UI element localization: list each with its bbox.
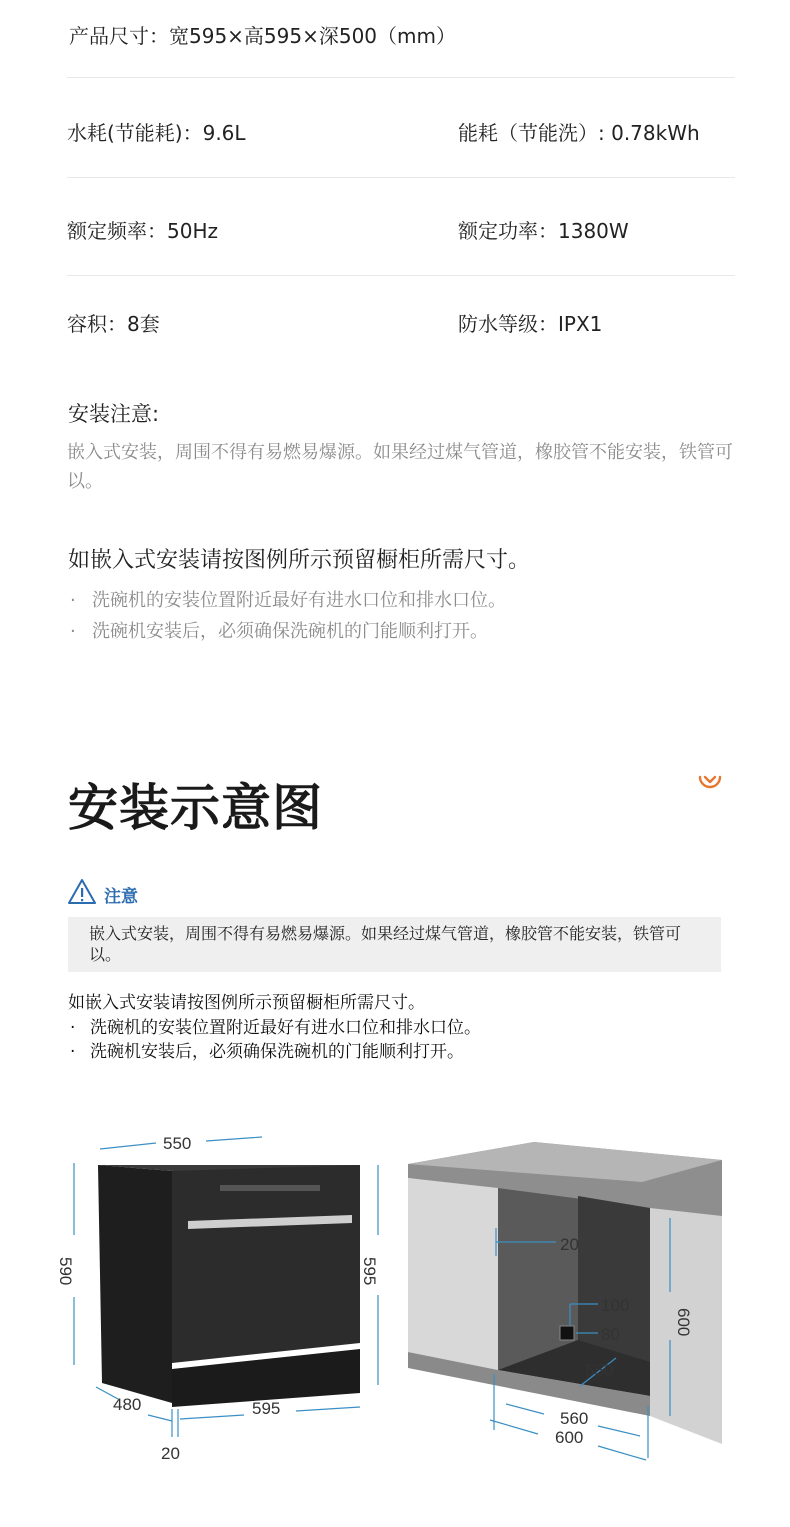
dim-pipe-height: 100 (601, 1296, 630, 1315)
dim-pipe-width: 80 (601, 1325, 620, 1344)
appliance-side (98, 1165, 172, 1403)
bullet-mark: · (70, 1018, 76, 1038)
left-cabinet (408, 1178, 498, 1370)
section-title: 安装示意图 (68, 779, 323, 837)
dim-height-right: 595 (360, 1257, 379, 1286)
dim-side-gap: 20 (560, 1235, 579, 1254)
list-item (70, 586, 506, 612)
divider (67, 177, 735, 178)
divider (67, 275, 735, 276)
bullet-text: 洗碗机的安装位置附近最好有进水口位和排水口位。 (90, 1018, 481, 1038)
diagram-intro: 如嵌入式安装请按图例所示预留橱柜所需尺寸。 (68, 993, 425, 1013)
list-item (70, 617, 488, 643)
bullet-mark: · (70, 621, 76, 642)
bullet-text: 洗碗机安装后，必须确保洗碗机的门能顺利打开。 (90, 1042, 464, 1062)
spec-power: 额定功率：1380W (458, 219, 629, 243)
list-item (70, 1017, 481, 1039)
dim-width-top: 550 (163, 1134, 192, 1153)
dim-inner-width: 560 (560, 1409, 589, 1428)
bullet-text: 洗碗机安装后，必须确保洗碗机的门能顺利打开。 (92, 621, 488, 642)
spec-energy: 能耗（节能洗）: 0.78kWh (458, 121, 700, 145)
cabinet-dimension-diagram (402, 1130, 724, 1475)
list-item (70, 1041, 464, 1063)
appliance-dimension-diagram (56, 1125, 400, 1475)
bullet-text: 洗碗机的安装位置附近最好有进水口位和排水口位。 (92, 590, 506, 611)
dim-depth: 480 (113, 1395, 142, 1414)
spec-water: 水耗(节能耗)：9.6L (67, 121, 246, 145)
control-panel (220, 1185, 320, 1191)
warning-title: 注意 (104, 887, 138, 907)
dim-width-bottom: 595 (252, 1399, 281, 1418)
notice-heading: 安装注意: (68, 402, 160, 426)
guide-title: 如嵌入式安装请按图例所示预留橱柜所需尺寸。 (68, 548, 531, 573)
warning-triangle-icon (67, 878, 97, 906)
divider (67, 77, 735, 78)
chevron-down-circle-icon[interactable] (696, 769, 724, 795)
spec-waterproof: 防水等级：IPX1 (458, 312, 603, 336)
dim-outer-width: 600 (555, 1428, 584, 1447)
bullet-mark: · (70, 1042, 76, 1062)
spec-frequency: 额定频率：50Hz (67, 219, 218, 243)
pipe-outlet (560, 1326, 574, 1340)
dim-gap: 20 (161, 1444, 180, 1463)
spec-size: 产品尺寸：宽595×高595×深500（mm） (69, 24, 457, 48)
dim-height: 600 (674, 1308, 693, 1337)
appliance-door (172, 1165, 360, 1363)
dim-height-left: 590 (56, 1257, 75, 1286)
dim-depth: 550 (585, 1361, 614, 1380)
warning-text: 嵌入式安装，周围不得有易燃易爆源。如果经过煤气管道，橡胶管不能安装，铁管可以。 (89, 924, 682, 964)
notice-text: 嵌入式安装，周围不得有易燃易爆源。如果经过煤气管道，橡胶管不能安装，铁管可以。 (67, 442, 733, 492)
bullet-mark: · (70, 590, 76, 611)
spec-capacity: 容积：8套 (67, 312, 160, 336)
warning-box (68, 917, 721, 972)
